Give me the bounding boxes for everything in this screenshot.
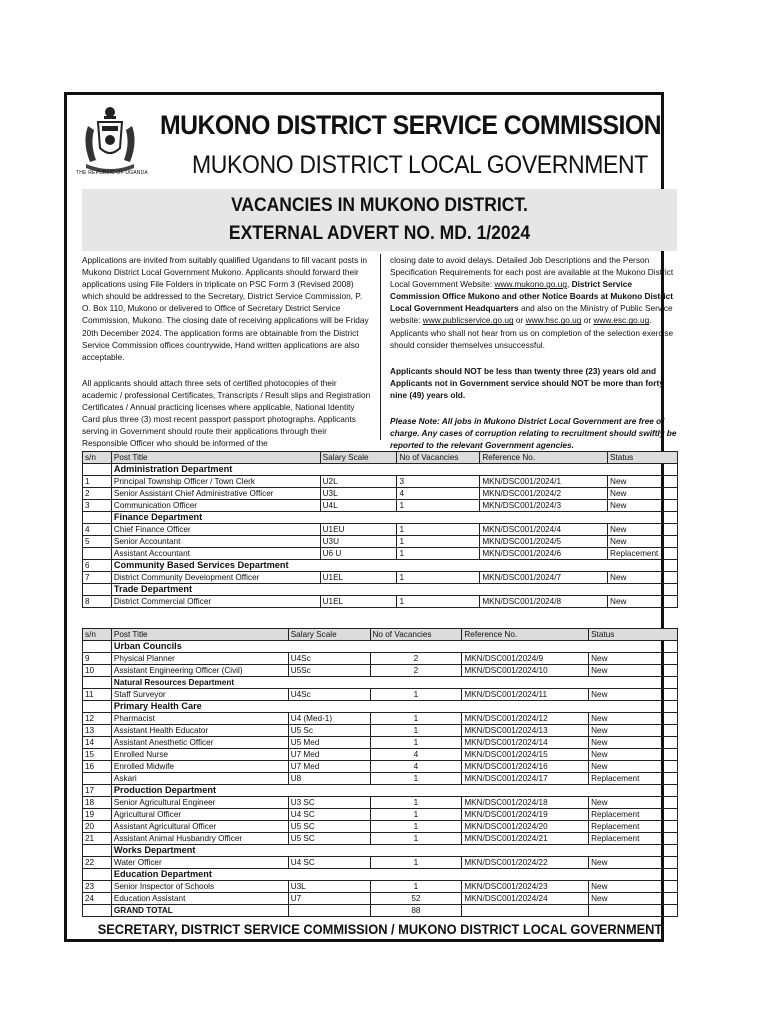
serial-number-cell: 20	[83, 821, 112, 833]
department-row	[83, 584, 678, 596]
serial-number-cell: 5	[83, 536, 112, 548]
department-row	[83, 512, 678, 524]
post-title-cell: GRAND TOTAL	[111, 905, 288, 917]
post-title-cell: Enrolled Nurse	[111, 749, 288, 761]
column-header-reference-number: Reference No.	[462, 629, 589, 641]
table-header-row	[83, 629, 678, 641]
banner-heading: VACANCIES IN MUKONO DISTRICT.	[231, 195, 528, 216]
status-cell: New	[589, 749, 678, 761]
post-title-cell: Senior Inspector of Schools	[111, 881, 288, 893]
vacancy-count-cell: 1	[370, 809, 462, 821]
department-name: Urban Councils	[111, 641, 677, 653]
serial-number-cell: 23	[83, 881, 112, 893]
serial-number-cell	[83, 548, 112, 560]
table-row	[83, 881, 678, 893]
table-row	[83, 572, 678, 584]
post-title-cell: Senior Accountant	[111, 536, 320, 548]
table-row	[83, 749, 678, 761]
post-title-cell: Senior Assistant Chief Administrative Officer	[111, 488, 320, 500]
table-row	[83, 809, 678, 821]
column-divider	[380, 254, 381, 440]
column-header-vacancy-count: No of Vacancies	[397, 452, 480, 464]
table-row	[83, 665, 678, 677]
table-row	[83, 773, 678, 785]
reference-number-cell: MKN/DSC001/2024/10	[462, 665, 589, 677]
serial-number-cell: 16	[83, 761, 112, 773]
table-row	[83, 737, 678, 749]
department-name: Finance Department	[111, 512, 677, 524]
advert-number: EXTERNAL ADVERT NO. MD. 1/2024	[228, 223, 531, 244]
salary-scale-cell: U1EL	[320, 596, 397, 608]
publicservice-website-link[interactable]: www.publicservice.go.ug	[422, 315, 514, 326]
salary-scale-cell: U3 SC	[288, 797, 370, 809]
vacancy-count-cell: 1	[370, 821, 462, 833]
status-cell: New	[608, 536, 678, 548]
column-header-serial-number: s/n	[83, 629, 112, 641]
reference-number-cell: MKN/DSC001/2024/14	[462, 737, 589, 749]
salary-scale-cell: U7 Med	[288, 749, 370, 761]
logo-caption: THE REPUBLIC OF UGANDA	[76, 170, 148, 176]
department-name: Primary Health Care	[111, 701, 677, 713]
table-row	[83, 857, 678, 869]
reference-number-cell: MKN/DSC001/2024/16	[462, 761, 589, 773]
status-cell: New	[589, 665, 678, 677]
vacancy-count-cell: 2	[370, 653, 462, 665]
vacancy-count-cell: 2	[370, 665, 462, 677]
serial-number-cell: 21	[83, 833, 112, 845]
status-cell: New	[589, 725, 678, 737]
reference-number-cell: MKN/DSC001/2024/2	[480, 488, 608, 500]
government-subtitle: MUKONO DISTRICT LOCAL GOVERNMENT	[192, 151, 648, 179]
status-cell: Replacement	[608, 548, 678, 560]
reference-number-cell: MKN/DSC001/2024/8	[480, 596, 608, 608]
vacancy-count-cell: 1	[370, 689, 462, 701]
serial-number-cell: 2	[83, 488, 112, 500]
salary-scale-cell: U5 Med	[288, 737, 370, 749]
corruption-notice: Please Note: All jobs in Mukono District Local Government are free of charge. Any cases of corruption relating to recruitment should swiftly be reported to the relevant Government agencies.	[390, 416, 677, 451]
salary-scale-cell: U3L	[288, 881, 370, 893]
department-row	[83, 677, 678, 689]
post-title-cell: Physical Planner	[111, 653, 288, 665]
post-title-cell: Enrolled Midwife	[111, 761, 288, 773]
column-header-post-title: Post Title	[111, 629, 288, 641]
attachment-instructions: All applicants should attach three sets of certified photocopies of their academic / professional Certificates, Transcripts / Result slips and Registration Certificates / Annual practicing licenses where applicable, National Identity Card plus three (3) most recent passport passport photographs. Applicants serving in Government should route their applications through their Responsible Officer who should be informed of the	[82, 377, 371, 449]
salary-scale-cell: U6 U	[320, 548, 397, 560]
serial-number-cell: 12	[83, 713, 112, 725]
esc-website-link[interactable]: www.esc.go.ug	[593, 315, 650, 326]
serial-number-cell: 11	[83, 689, 112, 701]
post-title-cell: Assistant Anesthetic Officer	[111, 737, 288, 749]
post-title-cell: District Commercial Officer	[111, 596, 320, 608]
salary-scale-cell: U5 Sc	[288, 725, 370, 737]
status-cell: New	[589, 713, 678, 725]
post-title-cell: Senior Agricultural Engineer	[111, 797, 288, 809]
reference-number-cell: MKN/DSC001/2024/4	[480, 524, 608, 536]
table-header-row	[83, 452, 678, 464]
advert-banner	[82, 189, 677, 251]
reference-number-cell: MKN/DSC001/2024/12	[462, 713, 589, 725]
table-row	[83, 524, 678, 536]
vacancy-count-cell: 4	[397, 488, 480, 500]
post-title-cell: Water Officer	[111, 857, 288, 869]
status-cell: New	[589, 689, 678, 701]
department-name: Trade Department	[111, 584, 677, 596]
vacancy-count-cell: 1	[370, 737, 462, 749]
serial-number-cell	[83, 677, 112, 689]
status-cell: New	[608, 476, 678, 488]
hsc-website-link[interactable]: www.hsc.go.ug	[525, 315, 582, 326]
column-header-vacancy-count: No of Vacancies	[370, 629, 462, 641]
salary-scale-cell: U4 SC	[288, 857, 370, 869]
status-cell: New	[589, 857, 678, 869]
table-row	[83, 797, 678, 809]
serial-number-cell: 15	[83, 749, 112, 761]
status-cell: New	[608, 596, 678, 608]
intro-right-column	[390, 254, 678, 465]
vacancy-count-cell: 4	[370, 761, 462, 773]
mukono-website-link[interactable]: www.mukono.go.ug	[494, 279, 567, 290]
table-row	[83, 689, 678, 701]
serial-number-cell	[83, 464, 112, 476]
serial-number-cell: 1	[83, 476, 112, 488]
age-requirement: Applicants should NOT be less than twenty three (23) years old and Applicants not in Government service should NOT be more than forty nine (49) years old.	[390, 365, 664, 400]
department-row	[83, 785, 678, 797]
status-cell: Replacement	[589, 809, 678, 821]
status-cell: Replacement	[589, 821, 678, 833]
salary-scale-cell: U8	[288, 773, 370, 785]
salary-scale-cell: U7 Med	[288, 761, 370, 773]
reference-number-cell	[462, 905, 589, 917]
column-header-status: Status	[608, 452, 678, 464]
serial-number-cell: 19	[83, 809, 112, 821]
vacancy-count-cell: 1	[370, 833, 462, 845]
reference-number-cell: MKN/DSC001/2024/15	[462, 749, 589, 761]
vacancy-count-cell: 1	[370, 773, 462, 785]
department-name: Education Department	[111, 869, 677, 881]
post-title-cell: Agricultural Officer	[111, 809, 288, 821]
serial-number-cell	[83, 584, 112, 596]
post-title-cell: Assistant Health Educator	[111, 725, 288, 737]
vacancy-count-cell: 4	[370, 749, 462, 761]
serial-number-cell: 8	[83, 596, 112, 608]
serial-number-cell: 9	[83, 653, 112, 665]
serial-number-cell: 7	[83, 572, 112, 584]
status-cell: New	[608, 572, 678, 584]
department-name: Production Department	[111, 785, 677, 797]
grand-total-row	[83, 905, 678, 917]
salary-scale-cell: U4Sc	[288, 653, 370, 665]
job-description-info: closing date to avoid delays. Detailed Job Descriptions and the Person Specification Requirements for each post are available at the Mukono District Local Government Website: www.mukono.go.ug, District Service Commission Office Mukono and other Notice Boards at Mukono District Local Government Headquarters and also on the Ministry of Public Service website: www.publicservice.go.ug or www.hsc.go.ug or www.esc.go.ug. Applicants who shall not hear from us on completion of the selection exercise should consider themselves unsuccessful.	[390, 255, 674, 350]
vacancy-count-cell: 3	[397, 476, 480, 488]
serial-number-cell	[83, 641, 112, 653]
serial-number-cell	[83, 701, 112, 713]
status-cell: New	[608, 488, 678, 500]
salary-scale-cell: U1EU	[320, 524, 397, 536]
department-name: Natural Resources Department	[111, 677, 677, 689]
vacancy-count-cell: 1	[397, 572, 480, 584]
status-cell: New	[589, 761, 678, 773]
salary-scale-cell: U7	[288, 893, 370, 905]
table-row	[83, 761, 678, 773]
column-header-salary-scale: Salary Scale	[288, 629, 370, 641]
table-row	[83, 821, 678, 833]
department-row	[83, 560, 678, 572]
commission-title: MUKONO DISTRICT SERVICE COMMISSION	[160, 110, 662, 140]
column-header-reference-number: Reference No.	[480, 452, 608, 464]
reference-number-cell: MKN/DSC001/2024/17	[462, 773, 589, 785]
table-row	[83, 713, 678, 725]
status-cell: Replacement	[589, 773, 678, 785]
table-row	[83, 488, 678, 500]
post-title-cell: Askari	[111, 773, 288, 785]
status-cell: New	[589, 893, 678, 905]
vacancy-count-cell: 1	[370, 713, 462, 725]
salary-scale-cell: U3L	[320, 488, 397, 500]
salary-scale-cell	[288, 905, 370, 917]
serial-number-cell: 24	[83, 893, 112, 905]
department-row	[83, 845, 678, 857]
table-row	[83, 548, 678, 560]
serial-number-cell: 22	[83, 857, 112, 869]
reference-number-cell: MKN/DSC001/2024/13	[462, 725, 589, 737]
post-title-cell: Assistant Accountant	[111, 548, 320, 560]
vacancies-table-1	[82, 451, 678, 608]
salary-scale-cell: U5 SC	[288, 833, 370, 845]
vacancy-count-cell: 1	[397, 536, 480, 548]
table-row	[83, 725, 678, 737]
post-title-cell: Assistant Agricultural Officer	[111, 821, 288, 833]
application-instructions: Applications are invited from suitably qualified Ugandans to fill vacant posts in Mukono District Local Government Mukono. Applicants should forward their applications using File Folders in triplicate on PSC Form 3 (Revised 2008) which should be addressed to the Secretary, District Service Commission, P. O. Box 110, Mukono or delivered to Office of Secretary District Service Commission, Mukono. The closing date of receiving applications will be Friday 20th December 2024. The application forms are obtainable from the District Service Commission offices countrywide, Hand written applications are also acceptable.	[82, 255, 369, 362]
salary-scale-cell: U3U	[320, 536, 397, 548]
salary-scale-cell: U4 SC	[288, 809, 370, 821]
vacancy-count-cell: 1	[397, 500, 480, 512]
column-header-serial-number: s/n	[83, 452, 112, 464]
post-title-cell: Assistant Engineering Officer (Civil)	[111, 665, 288, 677]
serial-number-cell	[83, 905, 112, 917]
post-title-cell: Education Assistant	[111, 893, 288, 905]
salary-scale-cell: U4L	[320, 500, 397, 512]
salary-scale-cell: U5Sc	[288, 665, 370, 677]
post-title-cell: Chief Finance Officer	[111, 524, 320, 536]
status-cell: New	[589, 737, 678, 749]
status-cell: New	[589, 653, 678, 665]
department-row	[83, 641, 678, 653]
reference-number-cell: MKN/DSC001/2024/22	[462, 857, 589, 869]
reference-number-cell: MKN/DSC001/2024/18	[462, 797, 589, 809]
post-title-cell: Communication Officer	[111, 500, 320, 512]
salary-scale-cell: U4 (Med-1)	[288, 713, 370, 725]
status-cell: New	[589, 881, 678, 893]
reference-number-cell: MKN/DSC001/2024/11	[462, 689, 589, 701]
post-title-cell: Assistant Animal Husbandry Officer	[111, 833, 288, 845]
department-name: Community Based Services Department	[111, 560, 677, 572]
status-cell	[589, 905, 678, 917]
post-title-cell: District Community Development Officer	[111, 572, 320, 584]
serial-number-cell: 6	[83, 560, 112, 572]
vacancy-count-cell: 1	[397, 548, 480, 560]
vacancy-count-cell: 1	[370, 881, 462, 893]
post-title-cell: Staff Surveyor	[111, 689, 288, 701]
column-header-post-title: Post Title	[111, 452, 320, 464]
reference-number-cell: MKN/DSC001/2024/9	[462, 653, 589, 665]
salary-scale-cell: U2L	[320, 476, 397, 488]
post-title-cell: Principal Township Officer / Town Clerk	[111, 476, 320, 488]
signatory-footer: SECRETARY, DISTRICT SERVICE COMMISSION / MUKONO DISTRICT LOCAL GOVERNMENT	[97, 922, 663, 937]
serial-number-cell: 3	[83, 500, 112, 512]
reference-number-cell: MKN/DSC001/2024/21	[462, 833, 589, 845]
column-header-salary-scale: Salary Scale	[320, 452, 397, 464]
table-row	[83, 653, 678, 665]
serial-number-cell	[83, 773, 112, 785]
vacancy-count-cell: 1	[370, 857, 462, 869]
table-row	[83, 833, 678, 845]
serial-number-cell: 18	[83, 797, 112, 809]
department-name: Administration Department	[111, 464, 677, 476]
vacancies-table-2	[82, 628, 678, 917]
reference-number-cell: MKN/DSC001/2024/19	[462, 809, 589, 821]
serial-number-cell: 4	[83, 524, 112, 536]
vacancy-count-cell: 88	[370, 905, 462, 917]
department-row	[83, 869, 678, 881]
status-cell: New	[589, 797, 678, 809]
serial-number-cell: 17	[83, 785, 112, 797]
table-row	[83, 893, 678, 905]
status-cell: New	[608, 500, 678, 512]
reference-number-cell: MKN/DSC001/2024/24	[462, 893, 589, 905]
salary-scale-cell: U5 SC	[288, 821, 370, 833]
reference-number-cell: MKN/DSC001/2024/6	[480, 548, 608, 560]
intro-left-column	[82, 254, 372, 463]
salary-scale-cell: U1EL	[320, 572, 397, 584]
serial-number-cell: 14	[83, 737, 112, 749]
serial-number-cell: 13	[83, 725, 112, 737]
post-title-cell: Pharmacist	[111, 713, 288, 725]
column-header-status: Status	[589, 629, 678, 641]
vacancy-count-cell: 52	[370, 893, 462, 905]
uganda-coat-of-arms-icon	[78, 102, 142, 180]
department-row	[83, 464, 678, 476]
table-row	[83, 536, 678, 548]
table-row	[83, 476, 678, 488]
reference-number-cell: MKN/DSC001/2024/3	[480, 500, 608, 512]
status-cell: Replacement	[589, 833, 678, 845]
reference-number-cell: MKN/DSC001/2024/23	[462, 881, 589, 893]
vacancy-count-cell: 1	[370, 797, 462, 809]
reference-number-cell: MKN/DSC001/2024/20	[462, 821, 589, 833]
vacancy-count-cell: 1	[370, 725, 462, 737]
serial-number-cell: 10	[83, 665, 112, 677]
serial-number-cell	[83, 512, 112, 524]
table-row	[83, 500, 678, 512]
serial-number-cell	[83, 845, 112, 857]
reference-number-cell: MKN/DSC001/2024/7	[480, 572, 608, 584]
department-name: Works Department	[111, 845, 677, 857]
status-cell: New	[608, 524, 678, 536]
reference-number-cell: MKN/DSC001/2024/1	[480, 476, 608, 488]
serial-number-cell	[83, 869, 112, 881]
reference-number-cell: MKN/DSC001/2024/5	[480, 536, 608, 548]
salary-scale-cell: U4Sc	[288, 689, 370, 701]
table-row	[83, 596, 678, 608]
vacancy-count-cell: 1	[397, 524, 480, 536]
vacancy-count-cell: 1	[397, 596, 480, 608]
department-row	[83, 701, 678, 713]
